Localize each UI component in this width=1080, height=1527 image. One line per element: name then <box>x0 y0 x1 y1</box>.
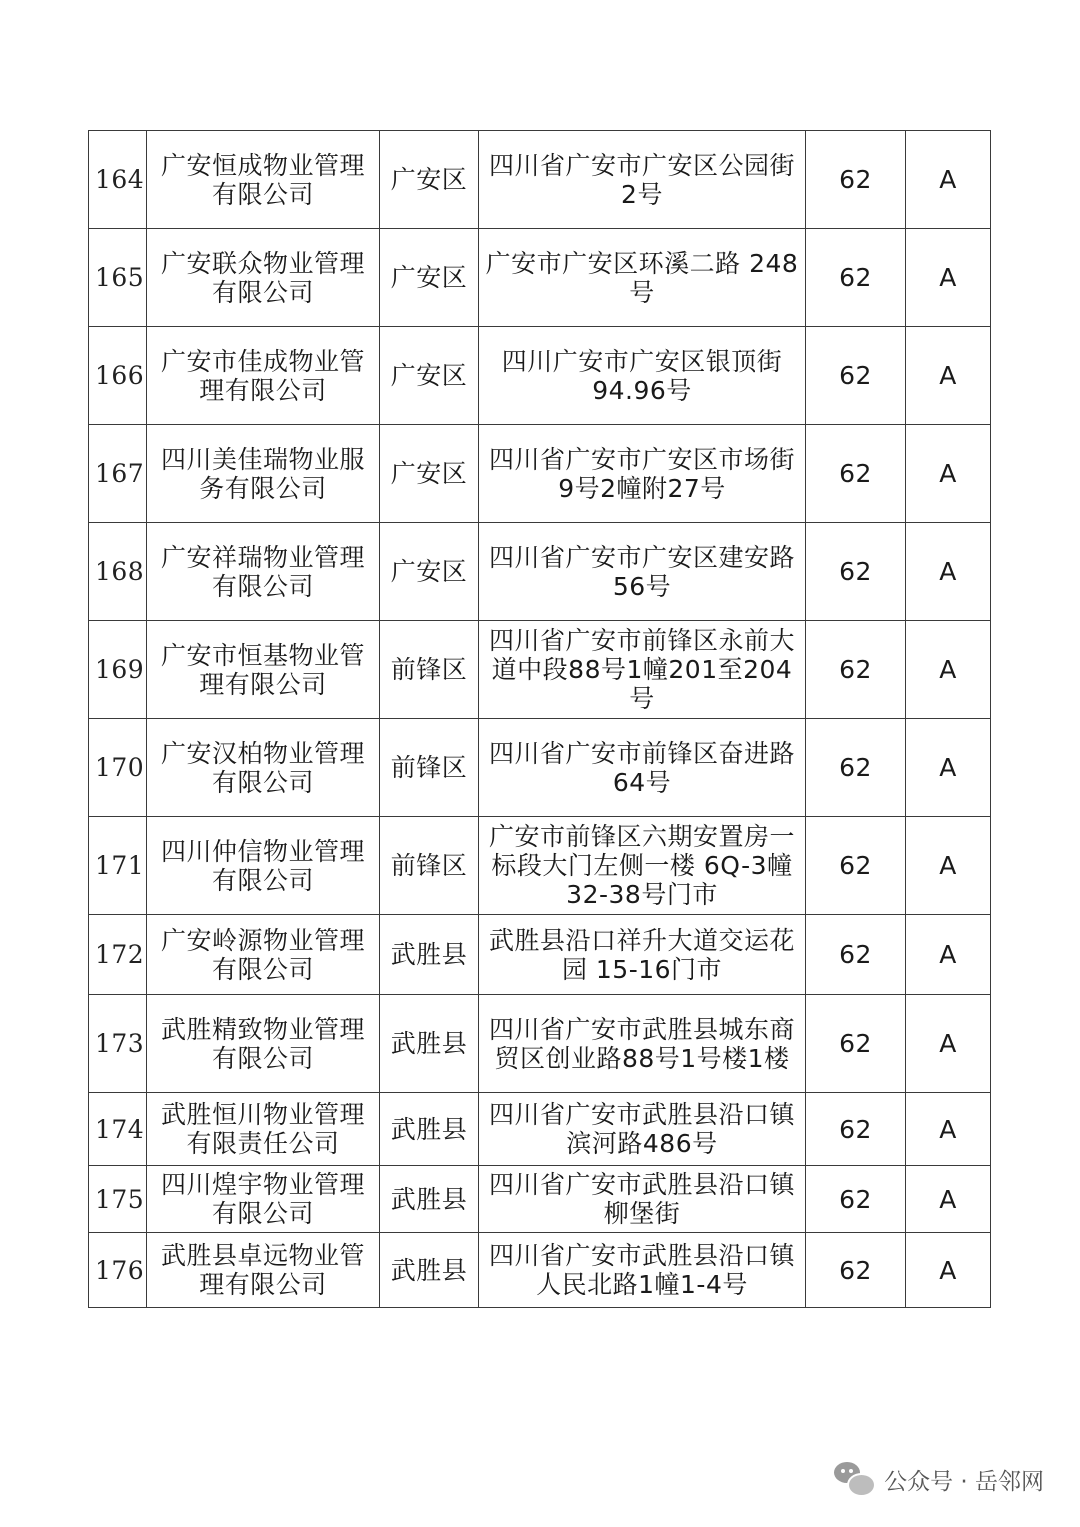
row-number: 168 <box>89 523 147 621</box>
company-name: 广安市佳成物业管理有限公司 <box>147 327 380 425</box>
score: 62 <box>806 621 906 719</box>
score: 62 <box>806 327 906 425</box>
grade: A <box>906 1093 991 1166</box>
score: 62 <box>806 523 906 621</box>
grade: A <box>906 131 991 229</box>
address: 武胜县沿口祥升大道交运花园 15-16门市 <box>479 915 806 995</box>
table-row <box>89 327 991 425</box>
row-number: 172 <box>89 915 147 995</box>
district: 武胜县 <box>380 995 479 1093</box>
table-row <box>89 1166 991 1233</box>
table-row <box>89 229 991 327</box>
grade: A <box>906 1166 991 1233</box>
company-name: 四川仲信物业管理有限公司 <box>147 817 380 915</box>
district: 武胜县 <box>380 1093 479 1166</box>
table-row <box>89 995 991 1093</box>
district: 广安区 <box>380 327 479 425</box>
address: 四川省广安市武胜县沿口镇柳堡街 <box>479 1166 806 1233</box>
row-number: 169 <box>89 621 147 719</box>
row-number: 173 <box>89 995 147 1093</box>
district: 前锋区 <box>380 621 479 719</box>
table-row <box>89 915 991 995</box>
table-row <box>89 817 991 915</box>
company-rating-table <box>88 130 991 1308</box>
grade: A <box>906 621 991 719</box>
address: 四川省广安市武胜县城东商贸区创业路88号1号楼1楼 <box>479 995 806 1093</box>
address: 广安市广安区环溪二路 248号 <box>479 229 806 327</box>
address: 四川省广安市广安区公园街2号 <box>479 131 806 229</box>
grade: A <box>906 523 991 621</box>
grade: A <box>906 995 991 1093</box>
company-name: 武胜恒川物业管理有限责任公司 <box>147 1093 380 1166</box>
company-name: 广安祥瑞物业管理有限公司 <box>147 523 380 621</box>
district: 广安区 <box>380 229 479 327</box>
score: 62 <box>806 1093 906 1166</box>
table-row <box>89 719 991 817</box>
company-name: 广安恒成物业管理有限公司 <box>147 131 380 229</box>
watermark <box>834 1462 1044 1496</box>
company-name: 广安市恒基物业管理有限公司 <box>147 621 380 719</box>
grade: A <box>906 915 991 995</box>
grade: A <box>906 817 991 915</box>
table-row <box>89 1093 991 1166</box>
district: 武胜县 <box>380 915 479 995</box>
address: 四川省广安市广安区市场街9号2幢附27号 <box>479 425 806 523</box>
district: 武胜县 <box>380 1166 479 1233</box>
score: 62 <box>806 131 906 229</box>
wechat-icon <box>834 1462 874 1496</box>
address: 四川省广安市广安区建安路56号 <box>479 523 806 621</box>
grade: A <box>906 229 991 327</box>
district: 广安区 <box>380 425 479 523</box>
score: 62 <box>806 719 906 817</box>
address: 广安市前锋区六期安置房一标段大门左侧一楼 6Q-3幢32-38号门市 <box>479 817 806 915</box>
address: 四川省广安市前锋区永前大道中段88号1幢201至204号 <box>479 621 806 719</box>
row-number: 170 <box>89 719 147 817</box>
table-row <box>89 1233 991 1308</box>
row-number: 167 <box>89 425 147 523</box>
district: 广安区 <box>380 131 479 229</box>
company-name: 四川煌宇物业管理有限公司 <box>147 1166 380 1233</box>
score: 62 <box>806 995 906 1093</box>
district: 前锋区 <box>380 817 479 915</box>
company-name: 广安联众物业管理有限公司 <box>147 229 380 327</box>
score: 62 <box>806 425 906 523</box>
table-row <box>89 131 991 229</box>
score: 62 <box>806 817 906 915</box>
company-name: 四川美佳瑞物业服务有限公司 <box>147 425 380 523</box>
address: 四川省广安市武胜县沿口镇滨河路486号 <box>479 1093 806 1166</box>
watermark-text: 公众号 · 岳邻网 <box>884 1468 1044 1495</box>
row-number: 174 <box>89 1093 147 1166</box>
row-number: 166 <box>89 327 147 425</box>
row-number: 164 <box>89 131 147 229</box>
district: 广安区 <box>380 523 479 621</box>
grade: A <box>906 327 991 425</box>
grade: A <box>906 425 991 523</box>
row-number: 165 <box>89 229 147 327</box>
company-name: 广安岭源物业管理有限公司 <box>147 915 380 995</box>
table-body <box>89 131 991 1308</box>
grade: A <box>906 719 991 817</box>
table-row <box>89 425 991 523</box>
score: 62 <box>806 229 906 327</box>
company-name: 武胜县卓远物业管理有限公司 <box>147 1233 380 1308</box>
grade: A <box>906 1233 991 1308</box>
score: 62 <box>806 1166 906 1233</box>
address: 四川省广安市前锋区奋进路64号 <box>479 719 806 817</box>
company-name: 武胜精致物业管理有限公司 <box>147 995 380 1093</box>
address: 四川广安市广安区银顶街94.96号 <box>479 327 806 425</box>
company-name: 广安汉柏物业管理有限公司 <box>147 719 380 817</box>
district: 武胜县 <box>380 1233 479 1308</box>
score: 62 <box>806 915 906 995</box>
district: 前锋区 <box>380 719 479 817</box>
table-row <box>89 621 991 719</box>
row-number: 175 <box>89 1166 147 1233</box>
score: 62 <box>806 1233 906 1308</box>
table-row <box>89 523 991 621</box>
row-number: 176 <box>89 1233 147 1308</box>
address: 四川省广安市武胜县沿口镇人民北路1幢1-4号 <box>479 1233 806 1308</box>
row-number: 171 <box>89 817 147 915</box>
